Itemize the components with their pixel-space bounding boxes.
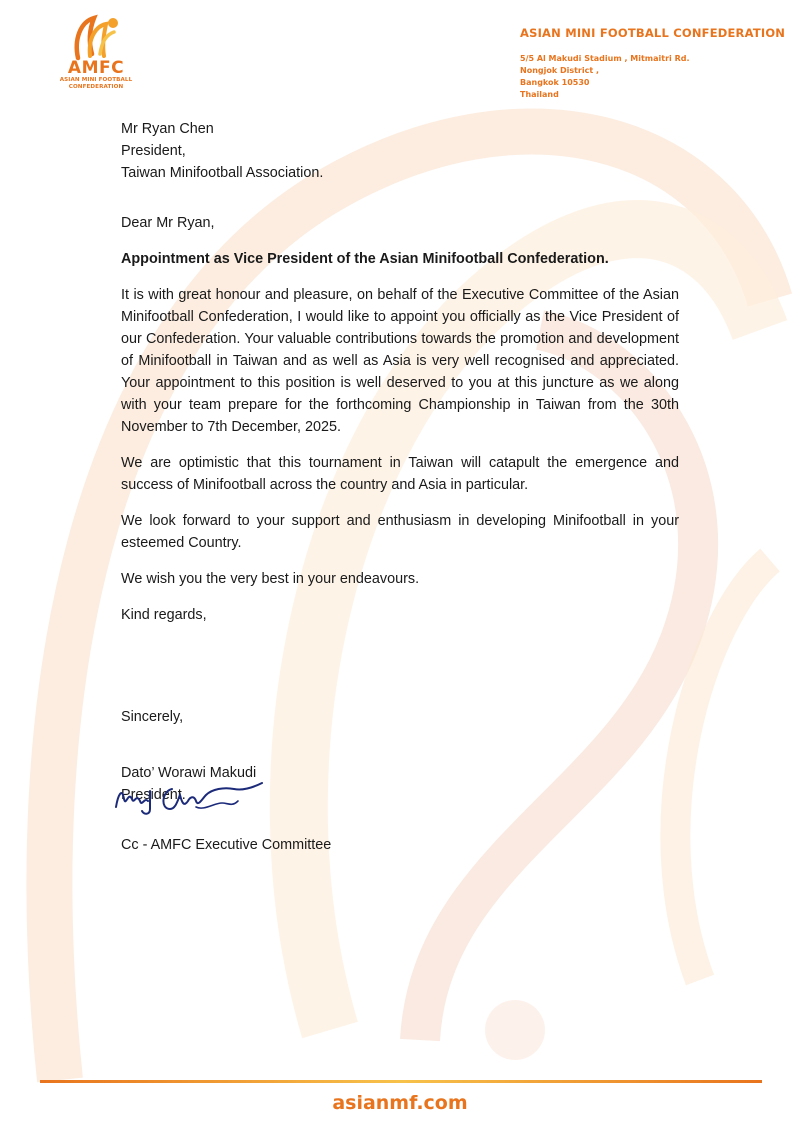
body-paragraph: We are optimistic that this tournament in Taiwan will catapult the emergence and success of Minifootball across the country and Asia in particular. [121,455,679,493]
body-paragraph: We wish you the very best in your endeavours. [121,571,420,587]
handwritten-signature [114,777,264,817]
amfc-figure-icon [70,14,122,62]
logo-subtitle-line2: CONFEDERATION [68,83,124,90]
letter-body [121,118,679,856]
closing: Kind regards, [121,607,207,623]
recipient-title: President, [121,143,186,159]
cc-line: Cc - AMFC Executive Committee [121,837,332,853]
org-address-line: Thailand [520,90,559,99]
salutation: Dear Mr Ryan, [121,215,215,231]
sign-off: Sincerely, [121,709,184,725]
letter-subject: Appointment as Vice President of the Asian Minifootball Confederation. [121,251,609,267]
letterhead [520,26,790,101]
footer-divider [40,1080,762,1083]
recipient-name: Mr Ryan Chen [121,121,214,137]
logo-acronym: AMFC [67,58,125,78]
signatory-name: Dato’ Worawi Makudi [121,765,257,781]
org-address-line: Bangkok 10530 [520,78,590,87]
amfc-logo [52,14,140,100]
org-address-line: 5/5 Al Makudi Stadium , Mitmaitri Rd. [520,54,690,63]
body-paragraph: We look forward to your support and enthusiasm in developing Minifootball in your esteemed Country. [121,513,679,551]
signatory-title: President. [121,787,186,803]
org-name: ASIAN MINI FOOTBALL CONFEDERATION [520,26,786,40]
logo-subtitle-line1: ASIAN MINI FOOTBALL [59,77,133,83]
body-paragraph: It is with great honour and pleasure, on behalf of the Executive Committee of the Asian Minifootball Confederation, I would like to appoint you officially as the Vice President of our Confederation. Your valuable contributions towards the promotion and development of Minifootball in Taiwan and as well as Asia is very well recognised and appreciated. Your appointment to this position is well deserved to you at this juncture as we along with your team prepare for the forthcoming Championship in Taiwan from the 30th November to 7th December, 2025. [121,287,679,435]
footer-website-link[interactable]: asianmf.com [332,1092,468,1114]
recipient-organization: Taiwan Minifootball Association. [121,165,324,181]
org-address-line: Nongjok District , [520,66,600,75]
